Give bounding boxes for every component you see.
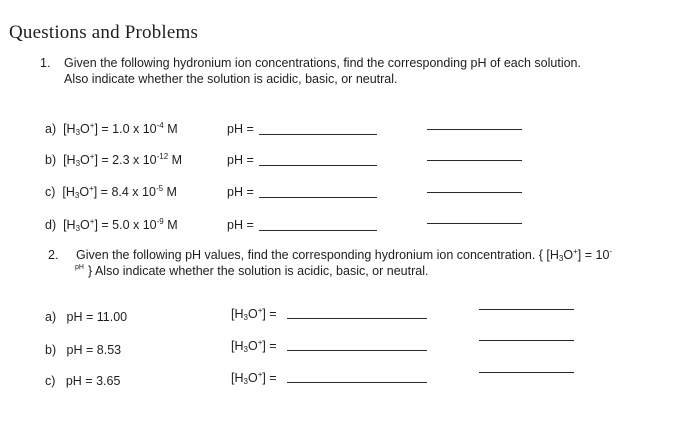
q1-a-ph-blank[interactable] bbox=[259, 134, 377, 135]
q1-a-nature-blank[interactable] bbox=[427, 129, 522, 130]
question-1-number: 1. bbox=[40, 56, 51, 70]
q1-d-ph-blank[interactable] bbox=[259, 230, 377, 231]
q1-item-a: a) $[H_3O^+] = 1.0$ x $10^{-4}$ M bbox=[45, 121, 178, 137]
q1-item-d: d) $[H_3O^+] = 5.0$ x $10^{-9}$ M bbox=[45, 217, 178, 233]
q2-item-b: b) pH = 8.53 bbox=[45, 343, 122, 357]
q2-c-nature-blank[interactable] bbox=[479, 372, 574, 373]
question-2-number: 2. bbox=[48, 248, 59, 262]
q2-item-a: a) pH = 11.00 bbox=[45, 310, 128, 324]
section-title: Questions and Problems bbox=[9, 22, 199, 43]
q2-c-conc-blank[interactable] bbox=[287, 382, 427, 383]
q2-a-nature-blank[interactable] bbox=[479, 309, 574, 310]
question-2-ph-exponent: pH bbox=[75, 264, 84, 271]
q2-item-c: c) pH = 3.65 bbox=[45, 374, 121, 388]
q2-a-conc-blank[interactable] bbox=[287, 318, 427, 319]
q1-item-b: b) $[H_3O^+] = 2.3$ x $10^{-12}$ M bbox=[45, 152, 183, 168]
q2-c-conc-label: $[H_3O^+]$ = bbox=[231, 370, 277, 386]
q2-a-conc-label: $[H_3O^+]$ = bbox=[231, 306, 277, 322]
q2-b-conc-label: $[H_3O^+]$ = bbox=[231, 338, 277, 354]
q1-item-c: c) $[H_3O^+] = 8.4$ x $10^{-5}$ M bbox=[45, 184, 177, 200]
q1-c-nature-blank[interactable] bbox=[427, 192, 522, 193]
question-2-text-line2: } Also indicate whether the solution is acidic, basic, or neutral. bbox=[88, 264, 429, 278]
q2-b-nature-blank[interactable] bbox=[479, 340, 574, 341]
q1-a-ph-label: pH = bbox=[227, 122, 254, 136]
q1-d-ph-label: pH = bbox=[227, 218, 254, 232]
q1-b-ph-blank[interactable] bbox=[259, 165, 377, 166]
q1-b-nature-blank[interactable] bbox=[427, 160, 522, 161]
q2-b-conc-blank[interactable] bbox=[287, 350, 427, 351]
question-1-text-line1: Given the following hydronium ion concentrations, find the corresponding pH of each solution. bbox=[64, 56, 581, 70]
q1-b-ph-label: pH = bbox=[227, 153, 254, 167]
question-1-text-line2: Also indicate whether the solution is acidic, basic, or neutral. bbox=[64, 72, 398, 86]
q1-c-ph-label: pH = bbox=[227, 185, 254, 199]
question-2-text-line1: Given the following pH values, find the corresponding hydronium ion concentration. { $[H_3O^+] = 10^-$ bbox=[76, 247, 613, 263]
q1-d-nature-blank[interactable] bbox=[427, 223, 522, 224]
q1-c-ph-blank[interactable] bbox=[259, 197, 377, 198]
